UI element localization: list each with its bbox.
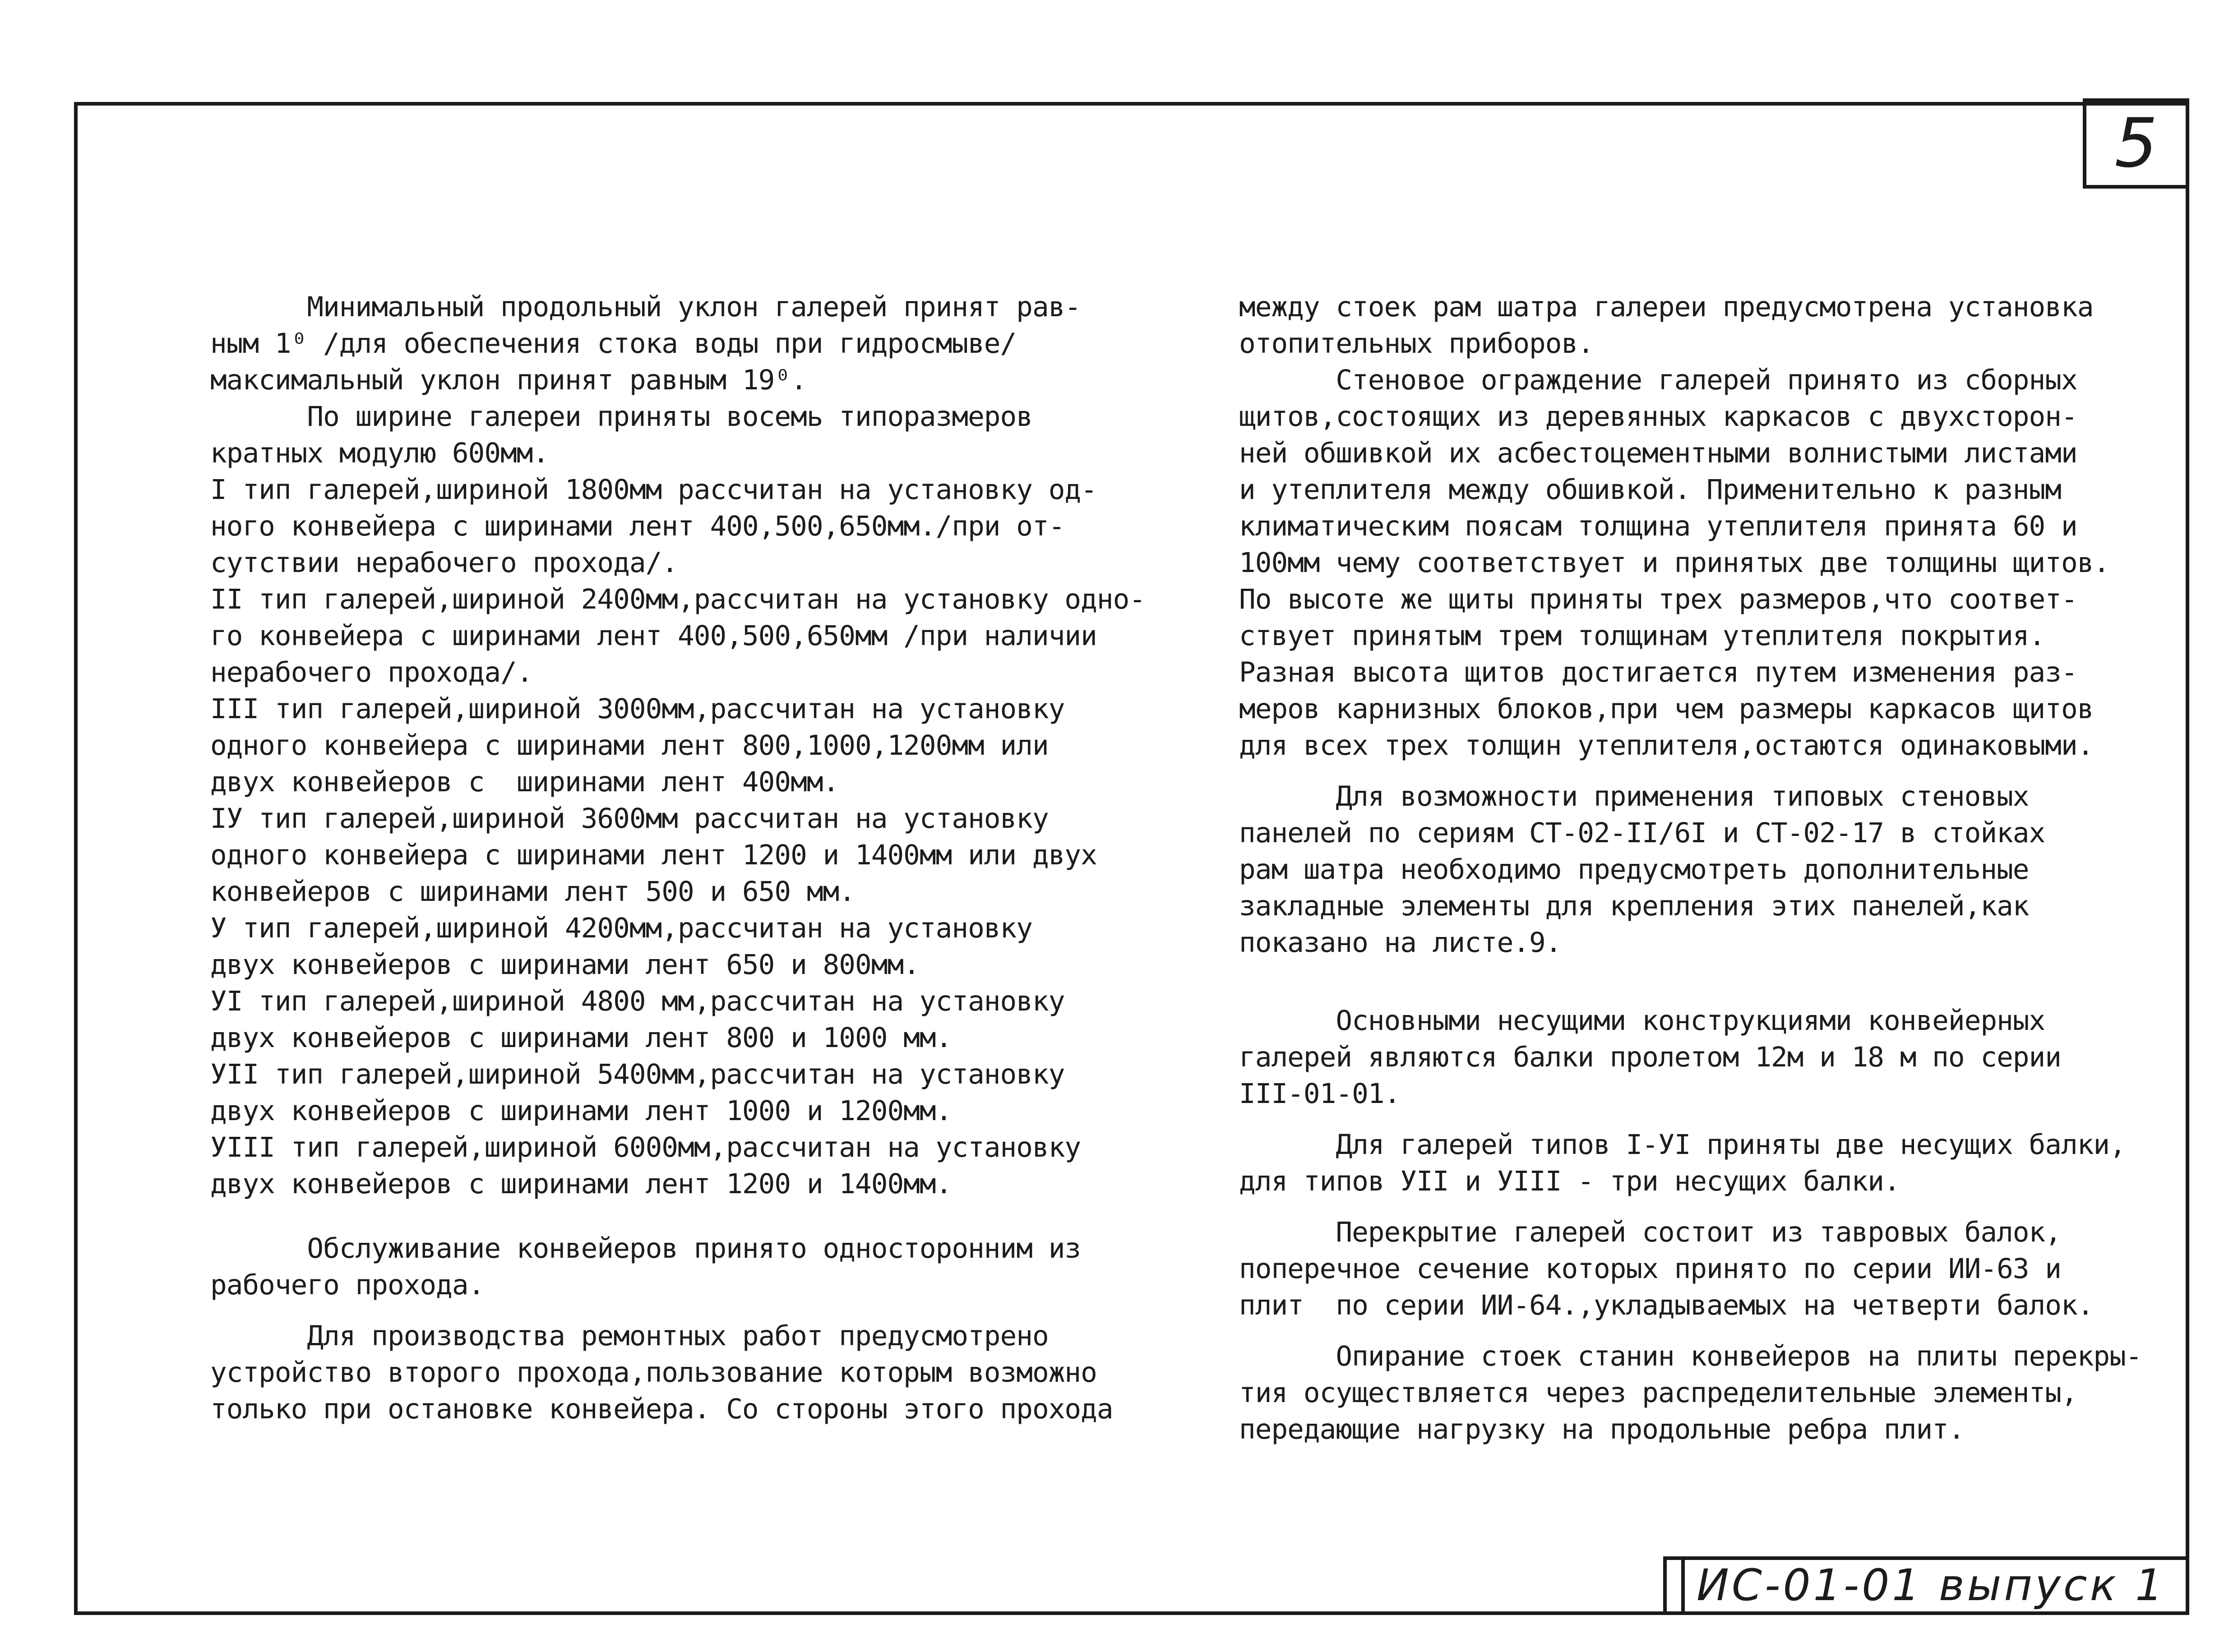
text-line: тия осуществляется через распределительные элементы,	[1239, 1377, 2077, 1409]
text-line: одного конвейера с ширинами лент 1200 и 1400мм или двух	[210, 839, 1097, 871]
text-line: показано на листе.9.	[1239, 927, 1562, 959]
text-line: Обслуживание конвейеров принято односторонним из	[210, 1232, 1081, 1264]
text-line: Опирание стоек станин конвейеров на плиты перекры-	[1239, 1340, 2142, 1372]
text-line: панелей по сериям СТ-02-II/6I и СТ-02-17 в стойках	[1239, 817, 2045, 849]
text-line: и утеплителя между обшивкой. Применительно к разным	[1239, 474, 2061, 506]
text-line: ней обшивкой их асбестоцементными волнистыми листами	[1239, 437, 2077, 469]
text-line: ного конвейера с ширинами лент 400,500,650мм./при от-	[210, 510, 1065, 542]
paragraph	[1239, 289, 2119, 764]
text-line: По ширине галереи приняты восемь типоразмеров	[210, 401, 1032, 433]
text-line: максимальный уклон принят равным 19⁰.	[210, 364, 807, 396]
text-line: для типов УII и УIII - три несущих балки.	[1239, 1165, 1900, 1197]
text-line: Перекрытие галерей состоит из тавровых балок,	[1239, 1216, 2061, 1248]
text-line: По высоте же щиты приняты трех размеров,что соответ-	[1239, 583, 2077, 615]
text-line: меров карнизных блоков,при чем размеры каркасов щитов	[1239, 693, 2094, 725]
text-line: III-01-01.	[1239, 1078, 1401, 1110]
text-line: только при остановке конвейера. Со стороны этого прохода	[210, 1393, 1113, 1425]
text-line: Основными несущими конструкциями конвейерных	[1239, 1005, 2045, 1037]
text-line: УI тип галерей,шириной 4800 мм,рассчитан на установку	[210, 985, 1065, 1017]
text-line: рам шатра необходимо предусмотреть дополнительные	[1239, 854, 2029, 886]
text-line: Стеновое ограждение галерей принято из сборных	[1239, 364, 2077, 396]
text-line: двух конвейеров с ширинами лент 1000 и 1200мм.	[210, 1095, 952, 1127]
spacer	[1239, 975, 2119, 1002]
text-line: II тип галерей,шириной 2400мм,рассчитан на установку одно-	[210, 583, 1146, 615]
text-line: Для возможности применения типовых стеновых	[1239, 780, 2029, 812]
text-line: плит по серии ИИ-64.,укладываемых на четверти балок.	[1239, 1289, 2094, 1321]
text-line: между стоек рам шатра галереи предусмотрена установка	[1239, 291, 2094, 323]
text-line: отопительных приборов.	[1239, 328, 1594, 360]
text-line: ствует принятым трем толщинам утеплителя покрытия.	[1239, 620, 2045, 652]
text-line: устройство второго прохода,пользование которым возможно	[210, 1357, 1097, 1389]
paragraph	[1239, 1126, 2126, 1200]
text-line: Для галерей типов I-УI приняты две несущих балки,	[1239, 1129, 2126, 1161]
text-line: УII тип галерей,шириной 5400мм,рассчитан на установку	[210, 1058, 1065, 1090]
text-line: щитов,состоящих из деревянных каркасов с двухсторон-	[1239, 401, 2077, 433]
text-line: нерабочего прохода/.	[210, 656, 533, 688]
text-line: го конвейера с ширинами лент 400,500,650мм /при наличии	[210, 620, 1097, 652]
paragraph	[210, 1230, 1081, 1303]
paragraph	[1239, 1214, 2119, 1324]
text-line: двух конвейеров с ширинами лент 650 и 800мм.	[210, 949, 920, 981]
right-column	[1239, 289, 2142, 1462]
paragraph	[1239, 1002, 2119, 1112]
paragraph	[210, 289, 1146, 1202]
text-line: Минимальный продольный уклон галерей принят рав-	[210, 291, 1081, 323]
text-line: рабочего прохода.	[210, 1269, 485, 1301]
text-line: кратных модулю 600мм.	[210, 437, 549, 469]
text-line: сутствии нерабочего прохода/.	[210, 547, 678, 579]
text-line: У тип галерей,шириной 4200мм,рассчитан на установку	[210, 912, 1032, 944]
text-line: галерей являются балки пролетом 12м и 18 м по серии	[1239, 1041, 2061, 1073]
text-line: для всех трех толщин утеплителя,остаются одинаковыми.	[1239, 729, 2094, 761]
text-line: одного конвейера с ширинами лент 800,1000,1200мм или	[210, 729, 1049, 761]
text-line: закладные элементы для крепления этих панелей,как	[1239, 890, 2029, 922]
text-line: 100мм чему соответствует и принятых две толщины щитов.	[1239, 547, 2110, 579]
paragraph	[1239, 1338, 2142, 1448]
paragraph	[210, 1318, 1113, 1427]
text-line: Для производства ремонтных работ предусмотрено	[210, 1320, 1049, 1352]
document-code: ИС-01-01 выпуск 1	[1697, 1560, 2166, 1610]
text-line: поперечное сечение которых принято по серии ИИ-63 и	[1239, 1253, 2061, 1285]
text-line: Разная высота щитов достигается путем изменения раз-	[1239, 656, 2077, 688]
text-line: IУ тип галерей,шириной 3600мм рассчитан на установку	[210, 803, 1049, 835]
left-column	[210, 289, 1146, 1442]
text-line: двух конвейеров с ширинами лент 800 и 1000 мм.	[210, 1022, 952, 1054]
title-block-divider	[1681, 1556, 1685, 1615]
text-line: УIII тип галерей,шириной 6000мм,рассчитан на установку	[210, 1131, 1081, 1163]
sheet-number: 5	[2083, 98, 2189, 189]
text-line: двух конвейеров с ширинами лент 400мм.	[210, 766, 839, 798]
text-line: двух конвейеров с ширинами лент 1200 и 1400мм.	[210, 1168, 952, 1200]
text-line: передающие нагрузку на продольные ребра плит.	[1239, 1413, 1965, 1445]
text-line: I тип галерей,шириной 1800мм рассчитан на установку од-	[210, 474, 1097, 506]
paragraph	[1239, 778, 2119, 961]
text-line: III тип галерей,шириной 3000мм,рассчитан на установку	[210, 693, 1065, 725]
spacer	[210, 1217, 1077, 1230]
text-line: ным 1⁰ /для обеспечения стока воды при гидросмыве/	[210, 328, 1017, 360]
text-line: конвейеров с ширинами лент 500 и 650 мм.	[210, 876, 855, 908]
text-line: климатическим поясам толщина утеплителя принята 60 и	[1239, 510, 2077, 542]
